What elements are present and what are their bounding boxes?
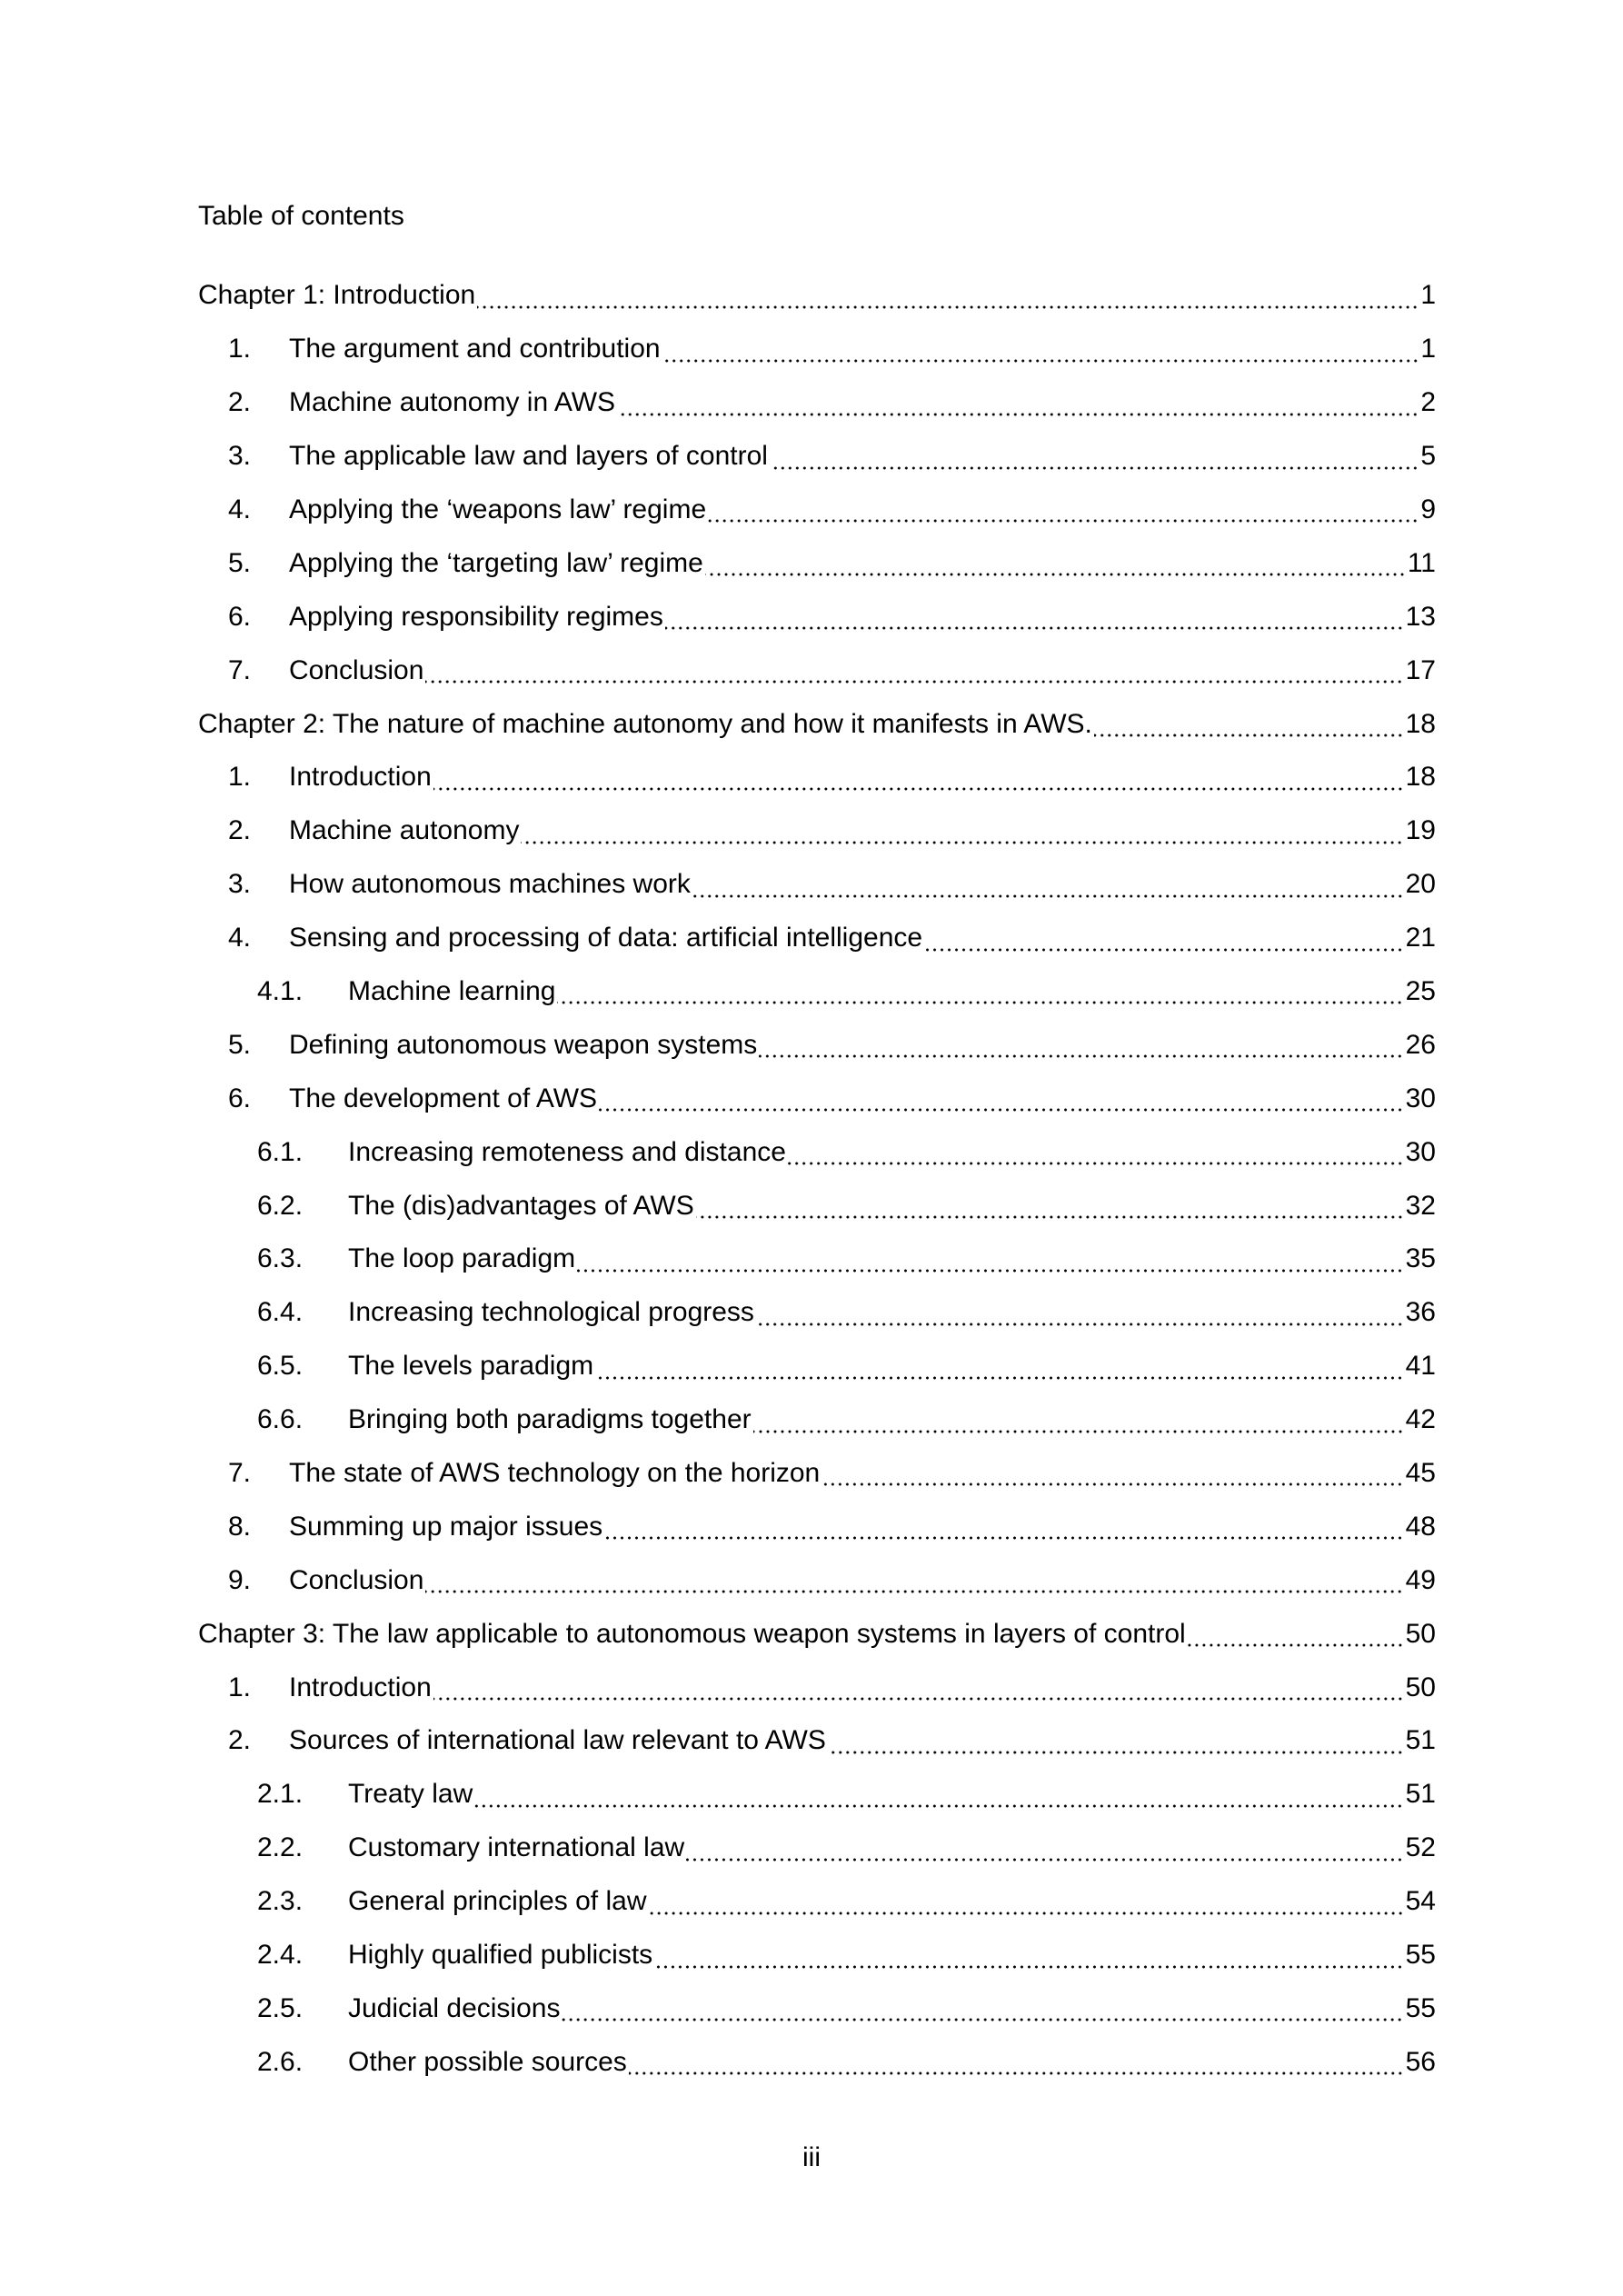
dot-leader — [577, 1242, 1403, 1278]
entry-page-number: 17 — [1405, 654, 1436, 685]
entry-title: Treaty law — [348, 1779, 473, 1810]
entry-page-number: 11 — [1407, 547, 1436, 578]
entry-title: Increasing remoteness and distance — [348, 1136, 786, 1167]
entry-page-number: 1 — [1420, 334, 1436, 364]
entry-number: 6.6. — [257, 1404, 304, 1435]
entry-page-number: 25 — [1405, 976, 1436, 1007]
entry-number: 6.5. — [257, 1351, 304, 1382]
entry-title: Chapter 3: The law applicable to autonomous weapon systems in layers of control — [198, 1618, 1186, 1649]
entry-title: Judicial decisions — [348, 1992, 561, 2023]
toc-subsection-entry[interactable] — [198, 1822, 1436, 1875]
entry-page-number: 19 — [1405, 815, 1436, 846]
toc-section-entry[interactable] — [198, 804, 1436, 858]
entry-number: 4.1. — [257, 976, 304, 1007]
entry-title: Machine learning — [348, 976, 556, 1007]
entry-page-number: 30 — [1405, 1083, 1436, 1113]
dot-leader — [662, 332, 1419, 368]
entry-title: General principles of law — [348, 1886, 647, 1917]
entry-title: Chapter 2: The nature of machine autonomy and how it manifests in AWS. — [198, 708, 1092, 739]
entry-page-number: 56 — [1405, 2046, 1436, 2077]
toc-section-entry[interactable] — [198, 376, 1436, 430]
entry-title: How autonomous machines work — [289, 869, 691, 900]
entry-page-number: 48 — [1405, 1511, 1436, 1542]
toc-section-entry[interactable] — [198, 1018, 1436, 1072]
dot-leader — [425, 653, 1403, 689]
entry-page-number: 42 — [1405, 1404, 1436, 1435]
dot-leader — [708, 492, 1419, 528]
toc-section-entry[interactable] — [198, 1500, 1436, 1553]
entry-number: 2.4. — [257, 1940, 304, 1971]
entry-page-number: 9 — [1420, 494, 1436, 524]
entry-title: Other possible sources — [348, 2046, 627, 2077]
entry-title: Highly qualified publicists — [348, 1940, 653, 1971]
toc-subsection-entry[interactable] — [198, 1125, 1436, 1179]
entry-number: 5. — [228, 547, 252, 578]
dot-leader — [705, 545, 1406, 582]
entry-title: The (dis)advantages of AWS — [348, 1190, 694, 1221]
entry-title: Chapter 1: Introduction — [198, 280, 476, 311]
entry-page-number: 55 — [1405, 1992, 1436, 2023]
entry-number: 1. — [228, 334, 252, 364]
entry-number: 2. — [228, 815, 252, 846]
entry-number: 3. — [228, 869, 252, 900]
toc-section-entry[interactable] — [198, 1447, 1436, 1501]
entry-page-number: 1 — [1420, 280, 1436, 311]
entry-title: The development of AWS — [289, 1083, 598, 1113]
entry-page-number: 45 — [1405, 1458, 1436, 1489]
dot-leader — [665, 599, 1404, 635]
entry-page-number: 20 — [1405, 869, 1436, 900]
entry-number: 6. — [228, 1083, 252, 1113]
dot-leader — [617, 385, 1419, 422]
entry-title: The loop paradigm — [348, 1243, 576, 1274]
dot-leader — [433, 1670, 1404, 1706]
toc-chapter-entry[interactable] — [198, 697, 1436, 751]
entry-number: 2.6. — [257, 2046, 304, 2077]
dot-leader — [788, 1134, 1404, 1171]
entry-page-number: 51 — [1405, 1725, 1436, 1756]
dot-leader — [557, 973, 1403, 1010]
entry-page-number: 18 — [1405, 762, 1436, 793]
toc-section-entry[interactable] — [198, 323, 1436, 376]
entry-page-number: 21 — [1405, 923, 1436, 953]
entry-title: Defining autonomous weapon systems — [289, 1029, 758, 1060]
entry-title: Machine autonomy in AWS — [289, 387, 616, 418]
entry-number: 2.2. — [257, 1832, 304, 1863]
entry-title: Customary international law — [348, 1832, 685, 1863]
dot-leader — [599, 1081, 1404, 1117]
entry-title: Introduction — [289, 1672, 432, 1702]
dot-leader — [649, 1884, 1404, 1921]
dot-leader — [425, 1562, 1403, 1599]
dot-leader — [433, 760, 1404, 796]
dot-leader — [521, 814, 1403, 850]
entry-number: 5. — [228, 1029, 252, 1060]
dot-leader — [604, 1509, 1403, 1545]
dot-leader — [759, 1027, 1403, 1063]
toc-subsection-entry[interactable] — [198, 1179, 1436, 1233]
toc-chapter-entry[interactable] — [198, 1607, 1436, 1661]
entry-number: 2. — [228, 1725, 252, 1756]
entry-title: Conclusion — [289, 654, 424, 685]
toc-subsection-entry[interactable] — [198, 1393, 1436, 1447]
dot-leader — [828, 1723, 1404, 1760]
entry-title: The state of AWS technology on the horizon — [289, 1458, 821, 1489]
entry-page-number: 52 — [1405, 1832, 1436, 1863]
entry-page-number: 5 — [1420, 441, 1436, 472]
dot-leader — [477, 278, 1419, 314]
toc-chapter-entry[interactable] — [198, 269, 1436, 323]
dot-leader — [692, 867, 1404, 903]
entry-page-number: 55 — [1405, 1940, 1436, 1971]
entry-title: Applying the ‘weapons law’ regime — [289, 494, 707, 524]
entry-title: Bringing both paradigms together — [348, 1404, 752, 1435]
entry-page-number: 32 — [1405, 1190, 1436, 1221]
entry-title: Introduction — [289, 762, 432, 793]
dot-leader — [629, 2044, 1404, 2081]
entry-number: 2.5. — [257, 1992, 304, 2023]
toc-section-entry[interactable] — [198, 1072, 1436, 1125]
toc-section-entry[interactable] — [198, 484, 1436, 537]
dot-leader — [924, 921, 1404, 957]
entry-page-number: 54 — [1405, 1886, 1436, 1917]
dot-leader — [753, 1403, 1404, 1439]
entry-number: 8. — [228, 1511, 252, 1542]
entry-number: 4. — [228, 923, 252, 953]
toc-section-entry[interactable] — [198, 430, 1436, 484]
dot-leader — [474, 1777, 1403, 1813]
toc-subsection-entry[interactable] — [198, 1233, 1436, 1286]
toc-section-entry[interactable] — [198, 536, 1436, 590]
entry-page-number: 50 — [1405, 1672, 1436, 1702]
toc-section-entry[interactable] — [198, 1714, 1436, 1768]
entry-title: The levels paradigm — [348, 1351, 594, 1382]
entry-page-number: 49 — [1405, 1564, 1436, 1595]
toc-subsection-entry[interactable] — [198, 1929, 1436, 1982]
entry-number: 6.4. — [257, 1297, 304, 1328]
entry-title: Sensing and processing of data: artificial intelligence — [289, 923, 923, 953]
entry-title: Summing up major issues — [289, 1511, 603, 1542]
entry-number: 2.1. — [257, 1779, 304, 1810]
toc-section-entry[interactable] — [198, 858, 1436, 912]
entry-title: Applying responsibility regimes — [289, 601, 663, 632]
toc-subsection-entry[interactable] — [198, 1340, 1436, 1393]
toc-section-entry[interactable] — [198, 590, 1436, 644]
entry-number: 9. — [228, 1564, 252, 1595]
entry-title: Sources of international law relevant to AWS — [289, 1725, 826, 1756]
dot-leader — [654, 1938, 1403, 1974]
entry-number: 2. — [228, 387, 252, 418]
entry-page-number: 41 — [1405, 1351, 1436, 1382]
entry-number: 6.1. — [257, 1136, 304, 1167]
entry-title: Applying the ‘targeting law’ regime — [289, 547, 703, 578]
entry-title: The applicable law and layers of control — [289, 441, 768, 472]
entry-page-number: 26 — [1405, 1029, 1436, 1060]
dot-leader — [562, 1991, 1403, 2027]
toc-subsection-entry[interactable] — [198, 965, 1436, 1019]
entry-number: 6.3. — [257, 1243, 304, 1274]
entry-page-number: 36 — [1405, 1297, 1436, 1328]
toc-section-entry[interactable] — [198, 1661, 1436, 1714]
entry-page-number: 2 — [1420, 387, 1436, 418]
page-number: iii — [802, 2142, 821, 2172]
entry-number: 4. — [228, 494, 252, 524]
entry-number: 6. — [228, 601, 252, 632]
entry-number: 2.3. — [257, 1886, 304, 1917]
toc-subsection-entry[interactable] — [198, 1982, 1436, 2036]
toc-section-entry[interactable] — [198, 751, 1436, 804]
entry-page-number: 35 — [1405, 1243, 1436, 1274]
entry-number: 1. — [228, 1672, 252, 1702]
dot-leader — [1188, 1616, 1404, 1652]
toc-subsection-entry[interactable] — [198, 1286, 1436, 1340]
entry-number: 7. — [228, 654, 252, 685]
toc-subsection-entry[interactable] — [198, 2035, 1436, 2089]
entry-title: Increasing technological progress — [348, 1297, 754, 1328]
dot-leader — [1094, 706, 1404, 743]
toc-section-entry[interactable] — [198, 644, 1436, 697]
dot-leader — [696, 1188, 1404, 1224]
entry-title: The argument and contribution — [289, 334, 661, 364]
entry-page-number: 13 — [1405, 601, 1436, 632]
toc-subsection-entry[interactable] — [198, 1875, 1436, 1929]
dot-leader — [770, 439, 1419, 475]
entry-number: 1. — [228, 762, 252, 793]
entry-page-number: 51 — [1405, 1779, 1436, 1810]
entry-title: Machine autonomy — [289, 815, 520, 846]
toc-heading: Table of contents — [198, 201, 404, 231]
entry-number: 7. — [228, 1458, 252, 1489]
entry-page-number: 50 — [1405, 1618, 1436, 1649]
dot-leader — [756, 1295, 1404, 1332]
entry-number: 3. — [228, 441, 252, 472]
dot-leader — [686, 1831, 1403, 1867]
entry-number: 6.2. — [257, 1190, 304, 1221]
entry-title: Conclusion — [289, 1564, 424, 1595]
dot-leader — [595, 1349, 1403, 1385]
entry-page-number: 18 — [1405, 708, 1436, 739]
toc-list — [198, 269, 1436, 2089]
toc-section-entry[interactable] — [198, 1553, 1436, 1607]
toc-subsection-entry[interactable] — [198, 1768, 1436, 1822]
toc-section-entry[interactable] — [198, 912, 1436, 965]
dot-leader — [821, 1455, 1403, 1492]
entry-page-number: 30 — [1405, 1136, 1436, 1167]
